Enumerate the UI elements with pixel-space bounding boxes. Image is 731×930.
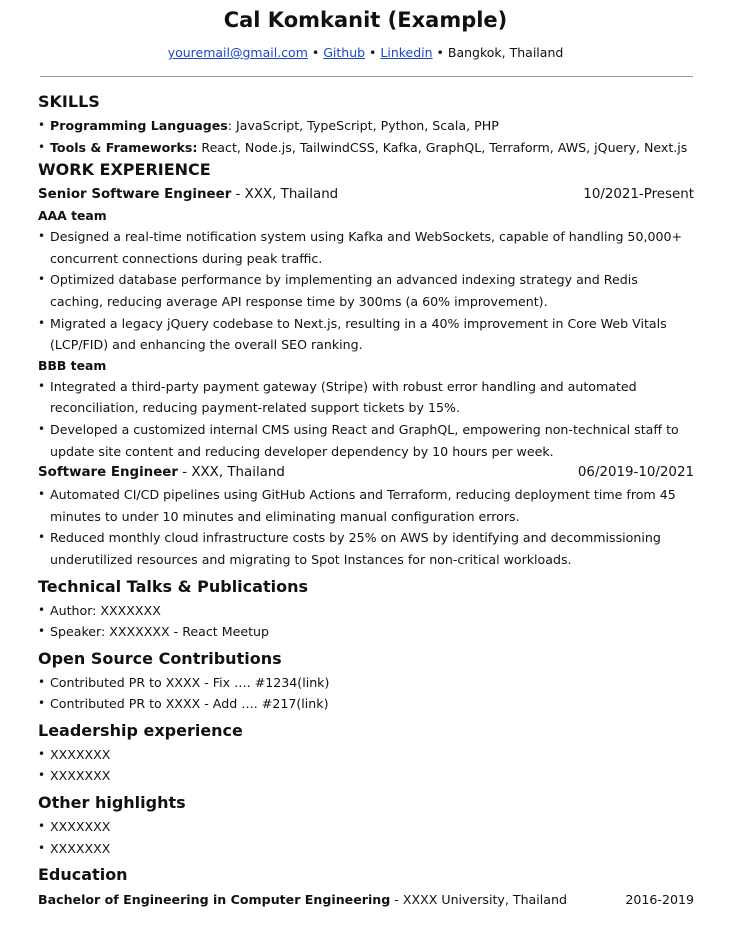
contribution-item: • Contributed PR to XXXX - Add …. #217(link) (38, 693, 694, 715)
highlight-item: • XXXXXXX (38, 816, 694, 838)
job-header (38, 184, 694, 206)
bullet-item: • Developed a customized internal CMS using React and GraphQL, empowering non-technical staff to update site content and reducing developer dependency by 10 hours per week. (38, 419, 694, 462)
skill-item (38, 137, 694, 159)
job-company: - XXX, Thailand (177, 465, 285, 481)
education-entry (38, 889, 694, 911)
skill-item (38, 115, 694, 137)
location-text: • Bangkok, Thailand (432, 45, 564, 60)
highlight-item: • XXXXXXX (38, 838, 694, 860)
talks-heading: Technical Talks & Publications (38, 576, 308, 596)
skills-heading: SKILLS (38, 92, 100, 111)
job-company: - XXX, Thailand (231, 187, 339, 203)
bullet-item: • Designed a real-time notification system using Kafka and WebSockets, capable of handling 50,000+ concurrent connections during peak traffic. (38, 226, 694, 269)
resume-content (38, 92, 694, 911)
degree-name: Bachelor of Engineering in Computer Engineering (38, 892, 391, 908)
job-title: Software Engineer (38, 465, 178, 481)
opensource-heading: Open Source Contributions (38, 648, 282, 668)
team-name: BBB team (38, 357, 107, 373)
bullet-item: • Automated CI/CD pipelines using GitHub Actions and Terraform, reducing deployment time from 45 minutes to under 10 minutes and eliminating manual configuration errors. (38, 484, 694, 527)
team-name: AAA team (38, 208, 107, 224)
skill-text: React, Node.js, TailwindCSS, Kafka, GraphQL, Terraform, AWS, jQuery, Next.js (197, 139, 688, 155)
highlights-heading: Other highlights (38, 793, 186, 813)
leadership-item: • XXXXXXX (38, 744, 694, 766)
job-dates: 10/2021-Present (583, 187, 694, 203)
job-header (38, 462, 694, 484)
job-title: Senior Software Engineer (38, 187, 232, 203)
contribution-item: • Contributed PR to XXXX - Fix …. #1234(link) (38, 672, 694, 694)
bullet-item: • Optimized database performance by implementing an advanced indexing strategy and Redis caching, reducing average API response time by 300ms (a 60% improvement). (38, 269, 694, 312)
bullet-item: • Reduced monthly cloud infrastructure costs by 25% on AWS by identifying and decommissioning underutilized resources and migrating to Spot Instances for non-critical workloads. (38, 527, 694, 570)
education-heading: Education (38, 865, 128, 885)
header-divider (40, 76, 693, 77)
experience-heading: WORK EXPERIENCE (38, 160, 211, 180)
talk-item: • Author: XXXXXXX (38, 600, 694, 622)
github-link[interactable]: Github (323, 45, 366, 60)
contact-separator: • (307, 45, 324, 60)
school-name: - XXXX University, Thailand (390, 892, 567, 908)
talk-item: • Speaker: XXXXXXX - React Meetup (38, 621, 694, 643)
email-link[interactable]: youremail@gmail.com (167, 45, 308, 60)
contact-separator: • (365, 45, 381, 60)
leadership-heading: Leadership experience (38, 720, 243, 740)
skill-label: Programming Languages (50, 118, 228, 133)
contact-line (0, 45, 731, 60)
resume-name: Cal Komkanit (Example) (223, 8, 508, 32)
bullet-item: • Migrated a legacy jQuery codebase to Next.js, resulting in a 40% improvement in Core Web Vitals (LCP/FID) and enhancing the overall SEO ranking. (38, 313, 694, 356)
leadership-item: • XXXXXXX (38, 765, 694, 787)
bullet-item: • Integrated a third-party payment gateway (Stripe) with robust error handling and automated reconciliation, reducing payment-related support tickets by 15%. (38, 376, 694, 419)
skill-text: : JavaScript, TypeScript, Python, Scala, PHP (227, 118, 499, 133)
linkedin-link[interactable]: Linkedin (380, 45, 433, 60)
skill-label: Tools & Frameworks: (50, 139, 198, 155)
education-dates: 2016-2019 (625, 892, 694, 908)
job-dates: 06/2019-10/2021 (577, 465, 694, 481)
